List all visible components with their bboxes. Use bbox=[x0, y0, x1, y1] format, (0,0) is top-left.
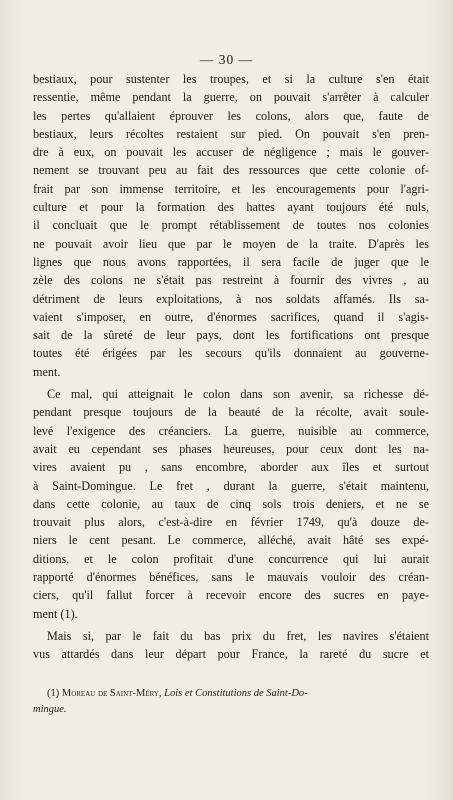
text-line: avait eu cependant ses phases heureuses, pour ceux dont les na- bbox=[33, 441, 429, 456]
text-line: à Saint-Domingue. Le fret , durant la guerre, s'était maintenu, bbox=[33, 478, 429, 493]
paragraph-3 bbox=[33, 627, 429, 664]
text-line: zèle des colons ne s'était pas restreint à fournir des vivres , au bbox=[33, 273, 429, 288]
text-line: ne pouvait avoir lieu que par le moyen de la traite. D'après les bbox=[33, 236, 429, 251]
body-text bbox=[33, 70, 429, 664]
text-line: les pertes qu'allaient éprouver les colons, alors que, faute de bbox=[33, 108, 429, 123]
footnote-title-continued: mingue. bbox=[33, 704, 67, 715]
text-line: nement se trouvant peu au fait des ressources que cette colonie of- bbox=[33, 163, 429, 178]
text-line: ment (1). bbox=[33, 606, 78, 621]
paragraph-1 bbox=[33, 70, 429, 381]
text-line: dans cette colonie, au taux de cinq sols trois deniers, et ne se bbox=[33, 496, 429, 511]
text-line: lignes que nous avons rapportées, il sera facile de juger que le bbox=[33, 254, 429, 269]
footnote-separator: , bbox=[158, 688, 162, 699]
text-line: vires avaient pu , sans encombre, aborder aux îles et surtout bbox=[33, 460, 429, 475]
text-line: détriment de leurs exploitations, à nos soldats affamés. Ils sa- bbox=[33, 291, 429, 306]
text-line: culture et pour la formation des hattes ayant toujours été nuls, bbox=[33, 200, 429, 215]
text-line: vus attardés dans leur départ pour France, la rareté du sucre et bbox=[33, 647, 429, 662]
footnote-title: Lois et Constitutions de Saint-Do- bbox=[164, 688, 308, 699]
text-line: Mais si, par le fait du bas prix du fret, les navires s'étaient bbox=[47, 628, 429, 643]
text-line: trouvait plus alors, c'est-à-dire en février 1749, qu'à douze de- bbox=[33, 515, 429, 530]
text-line: niers le cent pesant. Le commerce, alléché, avait hâté ses expé- bbox=[33, 533, 429, 548]
footnote-line bbox=[33, 686, 429, 702]
text-line: bestiaux, leurs récoltes restaient sur pied. On pouvait s'en pren- bbox=[33, 126, 429, 141]
text-line: sait de la sûreté de leur pays, dont les fortifications ont presque bbox=[33, 328, 429, 343]
footnote-marker: (1) bbox=[47, 688, 60, 699]
footnote-author: Moreau de Saint-Méry bbox=[61, 688, 159, 699]
footnote bbox=[33, 686, 429, 718]
text-line: toutes été érigées par les secours qu'ils donnaient au gouverne- bbox=[33, 346, 429, 361]
text-line: ditions, et le colon profitait d'une concurrence qui lui aurait bbox=[33, 551, 429, 566]
text-line: vaient s'imposer, en outre, d'énormes sacrifices, quand il s'agis- bbox=[33, 309, 429, 324]
text-line: ressentie, même pendant la guerre, on pouvait s'arrêter à calculer bbox=[33, 90, 429, 105]
text-line: ciers, qu'il fallut forcer à recevoir encore des sucres en paye- bbox=[33, 588, 429, 603]
text-line: ment. bbox=[33, 364, 61, 379]
text-line: Ce mal, qui atteignait le colon dans son avenir, sa richesse dé- bbox=[47, 387, 429, 402]
text-line: il concluait que le prompt rétablissement de toutes nos colonies bbox=[33, 218, 429, 233]
text-line: rapporté d'énormes bénéfices, sans le mauvais vouloir des créan- bbox=[33, 570, 429, 585]
page-number: — 30 — bbox=[199, 52, 254, 67]
text-line: dre à eux, on pouvait les accuser de négligence ; mais le gouver- bbox=[33, 145, 429, 160]
paragraph-2 bbox=[33, 385, 429, 623]
text-line: levé l'exigence des créanciers. La guerre, nuisible au commerce, bbox=[33, 423, 429, 438]
text-line: pendant presque toujours de la beauté de la récolte, avait soule- bbox=[33, 405, 429, 420]
text-line: frait par son immense territoire, et les encouragements pour l'agri- bbox=[33, 181, 429, 196]
text-line: bestiaux, pour sustenter les troupes, et si la culture s'en était bbox=[33, 72, 429, 86]
